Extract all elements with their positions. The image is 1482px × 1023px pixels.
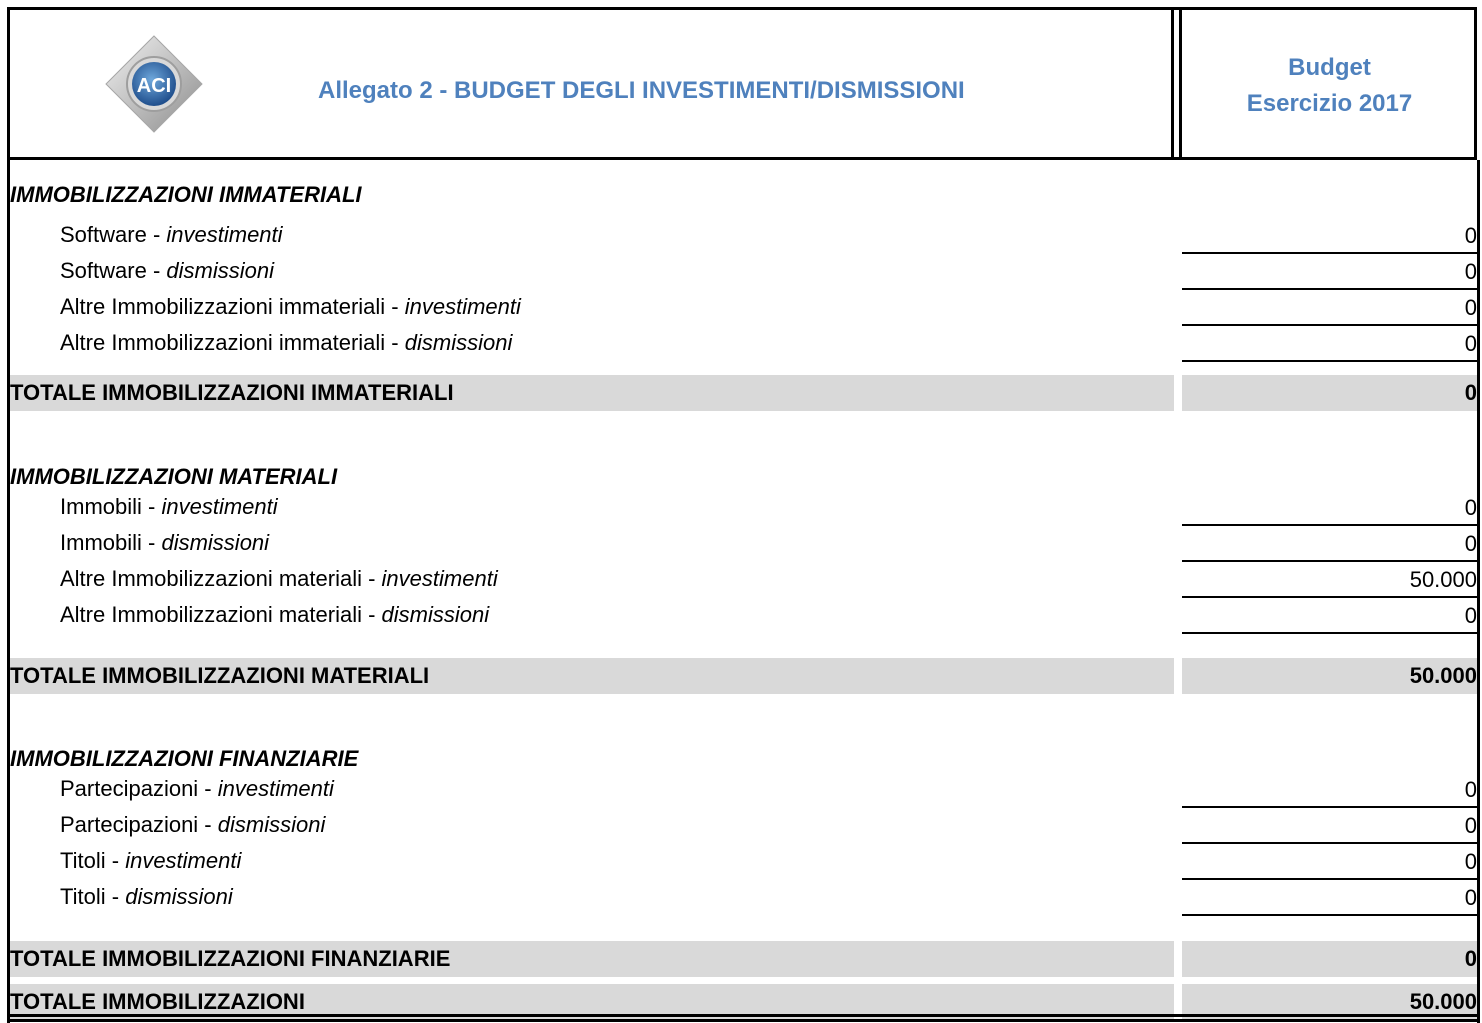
section-title: IMMOBILIZZAZIONI IMMATERIALI: [10, 182, 362, 207]
item-label: Immobili - dismissioni: [60, 530, 270, 555]
table-row: [10, 844, 1477, 880]
item-value: 0: [1182, 218, 1477, 254]
table-row: [10, 808, 1477, 844]
item-value: 50.000: [1182, 562, 1477, 598]
budget-column-header: [1182, 50, 1477, 122]
table-row: [10, 326, 1477, 362]
total-label: TOTALE IMMOBILIZZAZIONI FINANZIARIE: [10, 946, 451, 971]
sheet-right-border: [1477, 160, 1480, 1023]
item-value: 0: [1182, 880, 1477, 916]
item-label: Titoli - dismissioni: [60, 884, 233, 909]
section-title: IMMOBILIZZAZIONI FINANZIARIE: [10, 746, 359, 771]
item-label: Altre Immobilizzazioni immateriali - investimenti: [60, 294, 521, 319]
grand-total-value: 50.000: [1409, 989, 1477, 1014]
table-row: [10, 598, 1477, 634]
table-row: [10, 772, 1477, 808]
grand-total-label: TOTALE IMMOBILIZZAZIONI: [10, 989, 305, 1014]
logo-text: ACI: [136, 75, 172, 97]
total-label: TOTALE IMMOBILIZZAZIONI IMMATERIALI: [10, 380, 454, 405]
item-value: 0: [1182, 290, 1477, 326]
item-value: 0: [1182, 772, 1477, 808]
item-value: 0: [1182, 844, 1477, 880]
grand-total-underline: [7, 1014, 1480, 1017]
budget-header-line2: Esercizio 2017: [1246, 90, 1413, 117]
item-label: Altre Immobilizzazioni materiali - investimenti: [60, 566, 498, 591]
item-label: Immobili - investimenti: [60, 494, 278, 519]
total-row: [10, 941, 1477, 977]
table-row: [10, 526, 1477, 562]
item-label: Software - dismissioni: [60, 258, 274, 283]
item-value: 0: [1182, 598, 1477, 634]
aci-logo: [104, 34, 204, 134]
table-row: [10, 880, 1477, 916]
table-row: [10, 290, 1477, 326]
table-row: [10, 562, 1477, 598]
item-label: Altre Immobilizzazioni materiali - dismissioni: [60, 602, 490, 627]
table-row: [10, 218, 1477, 254]
total-label: TOTALE IMMOBILIZZAZIONI MATERIALI: [10, 663, 430, 688]
total-value: 50.000: [1409, 663, 1477, 688]
item-label: Titoli - investimenti: [60, 848, 242, 873]
item-label: Partecipazioni - investimenti: [60, 776, 334, 801]
total-row: [10, 375, 1477, 411]
page-title: Allegato 2 - BUDGET DEGLI INVESTIMENTI/DISMISSIONI: [318, 77, 965, 104]
item-label: Altre Immobilizzazioni immateriali - dismissioni: [60, 330, 513, 355]
section-title: IMMOBILIZZAZIONI MATERIALI: [10, 464, 338, 489]
budget-header-line1: Budget: [1288, 54, 1371, 81]
total-row: [10, 658, 1477, 694]
item-value: 0: [1182, 526, 1477, 562]
total-value: 0: [1464, 380, 1477, 405]
grand-total-underline: [7, 1019, 1480, 1022]
item-label: Partecipazioni - dismissioni: [60, 812, 326, 837]
item-value: 0: [1182, 808, 1477, 844]
table-row: [10, 490, 1477, 526]
section-header-row: [10, 178, 1477, 214]
item-value: 0: [1182, 254, 1477, 290]
item-value: 0: [1182, 490, 1477, 526]
item-label: Software - investimenti: [60, 222, 283, 247]
total-value: 0: [1464, 946, 1477, 971]
item-value: 0: [1182, 326, 1477, 362]
table-row: [10, 254, 1477, 290]
